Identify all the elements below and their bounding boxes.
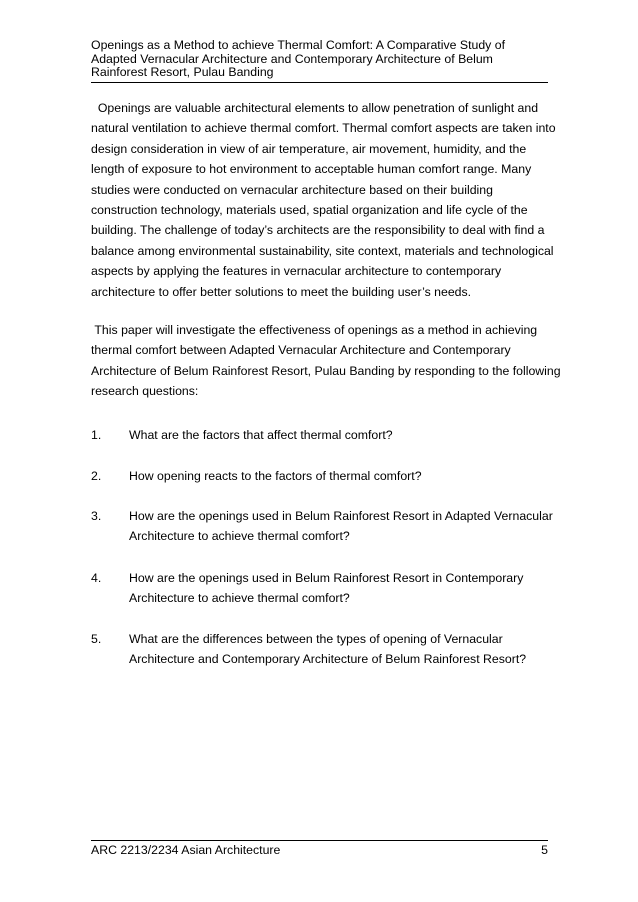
question-number: 4.	[91, 571, 102, 585]
question-text: How are the openings used in Belum Rainforest Resort in Adapted Vernacular Architecture to achieve thermal comfort?	[129, 509, 553, 544]
question-number: 5.	[91, 632, 102, 646]
research-paragraph: This paper will investigate the effectiveness of openings as a method in achieving thermal comfort between Adapted Vernacular Architecture and Contemporary Architecture of Belum Rainforest Resort, Pulau Banding by responding to the following research questions:	[91, 323, 561, 399]
research-question-2	[91, 466, 561, 486]
header-title: Openings as a Method to achieve Thermal Comfort: A Comparative Study of Adapted Vernacular Architecture and Contemporary Architecture of Belum Rainforest Resort, Pulau Banding	[91, 38, 505, 80]
research-question-1	[91, 425, 561, 445]
page-footer	[91, 840, 548, 857]
research-question-3	[91, 506, 561, 547]
question-text: How are the openings used in Belum Rainforest Resort in Contemporary Architecture to achieve thermal comfort?	[129, 571, 524, 606]
question-number: 2.	[91, 469, 102, 483]
question-text: What are the differences between the types of opening of Vernacular Architecture and Contemporary Architecture of Belum Rainforest Resort?	[129, 632, 527, 667]
page-header	[91, 39, 548, 83]
research-question-4	[91, 568, 561, 609]
question-number: 1.	[91, 428, 102, 442]
research-question-5	[91, 629, 561, 670]
footer-course: ARC 2213/2234 Asian Architecture	[91, 843, 281, 857]
intro-paragraph: Openings are valuable architectural elements to allow penetration of sunlight and natural ventilation to achieve thermal comfort. Thermal comfort aspects are taken into design consideration in view of air temperature, air movement, humidity, and the length of exposure to hot environment to acceptable human comfort range. Many studies were conducted on vernacular architecture based on their building construction technology, materials used, spatial organization and life cycle of the building. The challenge of today’s architects are the responsibility to deal with find a balance among environmental sustainability, site context, materials and technological aspects by applying the features in vernacular architecture to contemporary architecture to offer better solutions to meet the building user’s needs.	[91, 101, 556, 299]
question-number: 3.	[91, 509, 102, 523]
page-number: 5	[541, 843, 548, 857]
question-text: How opening reacts to the factors of thermal comfort?	[129, 469, 422, 483]
question-text: What are the factors that affect thermal comfort?	[129, 428, 393, 442]
